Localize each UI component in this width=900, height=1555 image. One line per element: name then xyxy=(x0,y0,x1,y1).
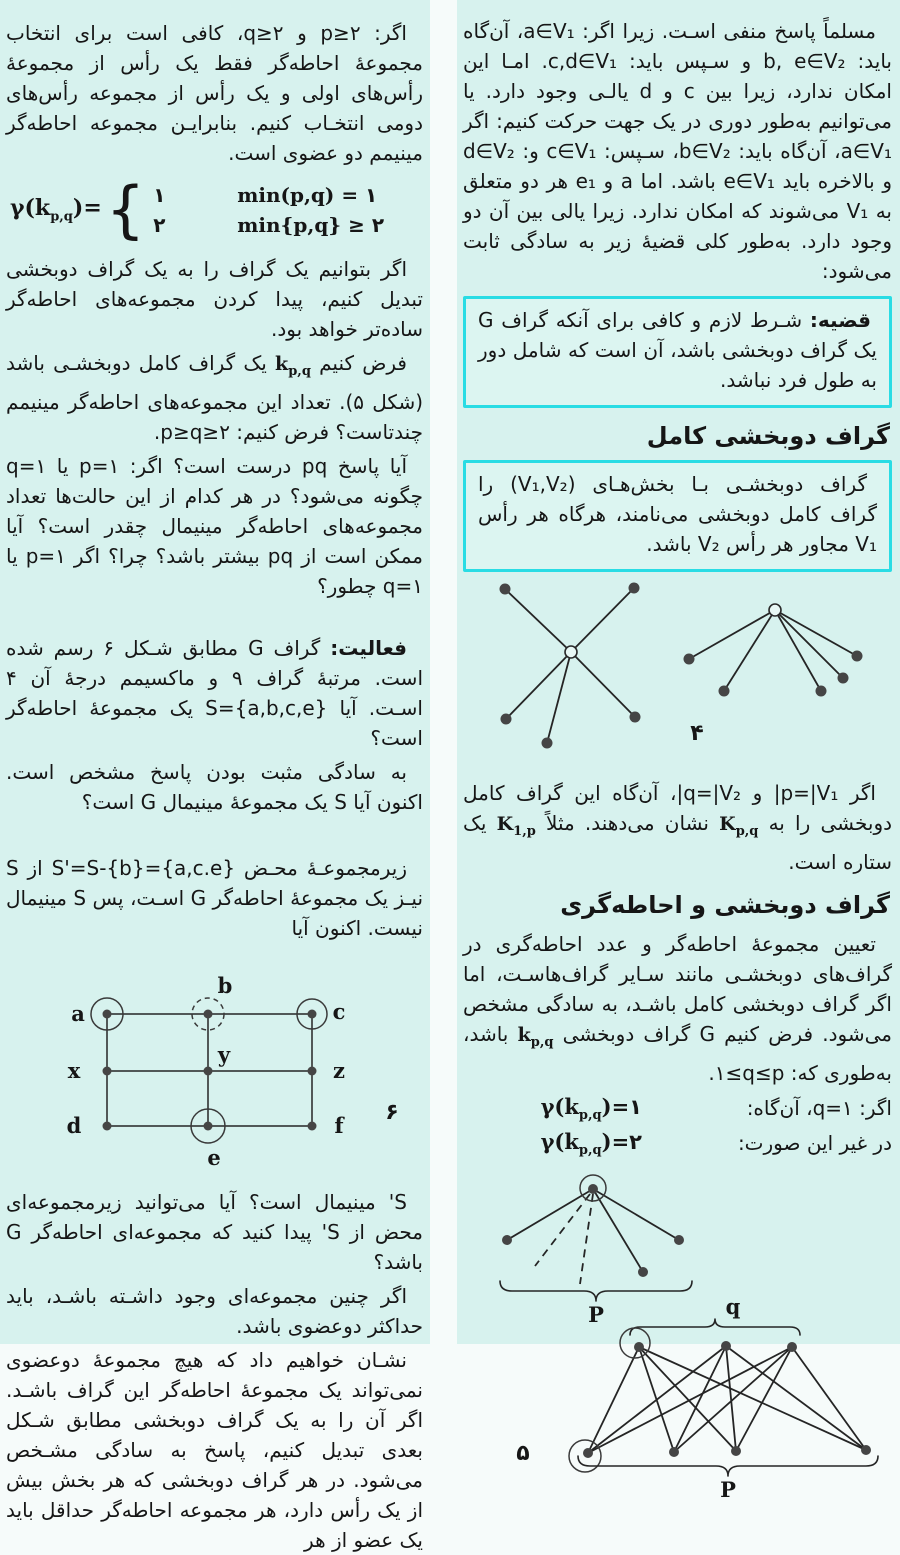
case-row-2: ۲ min{p,q} ≥ ۲ xyxy=(153,213,385,237)
heading-complete-bipartite: گراف دوبخشی کامل xyxy=(646,422,890,450)
vertex-label-b: b xyxy=(217,972,233,998)
figure-6-vertices xyxy=(103,1009,317,1130)
paragraph-kpq-notation: اگر p=|V₁| و q=|V₂|، آن‌گاه این گراف کامل دوبخشی را به $K_{p,q}$ نشان می‌دهند. مثلاً $K_{1,p}$ یک ستاره است. xyxy=(463,781,893,874)
paragraph-activity: فعالیت: گراف G مطابق شـکل ۶ رسم شده است. مرتبهٔ گراف ۹ و ماکسیمم درجهٔ آن ۴ اسـت. آیا S={a,b,c,e} یک مجموعهٔ احاطه‌گر است؟ xyxy=(6,635,423,750)
heading-bipartite-domination: گراف دوبخشی و احاطه‌گری xyxy=(560,890,890,919)
paragraph-domination-in-bipartite: تعیین مجموعهٔ احاطه‌گر و عدد احاطه‌گری در گراف‌های دوبخشـی مانند سـایر گراف‌هاسـت، اما اگر گراف دوبخشی کامل باشـد، به سادگی مشخص می‌شود. فرض کنیم G گراف دوبخشی $k_{p,q}$ باشد، به‌طوری که: ۱≤q≤p. xyxy=(463,931,892,1085)
paragraph-no-two-element-set: نشـان خواهیم داد که هیچ مجموعهٔ دوعضوی نمی‌تواند یک مجموعهٔ احاطه‌گر این گراف باشـد. اگر آن را به یک گراف دوبخشی مطابق شـکل بعدی تبدیل کنیم، پاسخ به سادگی مشـخص می‌شود. در هر گراف دوبخشی که هر بخش بیش از یک رأس دارد، هر مجموعه احاطه‌گر حداقل باید یک عضو از هر xyxy=(6,1347,423,1552)
paragraph-negative-answer: مسلماً پاسخ منفی اسـت. زیرا اگر: a∈V₁، آن‌گاه باید: b, e∈V₂ و سـپس باید: c,d∈V₁. امـا این امکان ندارد، زیرا بین c و d یالـی وجود دارد. یا می‌توانیم به‌طور دوری در یک جهت حرکت کنیم: اگر a∈V₁، آن‌گاه باید: b∈V₂، سـپس: c∈V₁ و: d∈V₂ و بالاخره باید e∈V₁ باشد. اما a و e₁ هر دو متعلق به V₁ می‌شوند که امکان ندارد. زیرا یالی بین آن دو وجود دارد. به‌طور کلی قضیهٔ زیر به سادگی ثابت می‌شود: xyxy=(463,19,892,283)
right-column xyxy=(457,0,900,1502)
paragraph-min-dominating: اگر: p≥۲ و q≥۲، کافی است برای انتخاب مجموعهٔ احاطه‌گر فقط یک رأس از مجموعهٔ رأس‌های اولی و یک رأس از مجموعه رأس‌های دومی انتخـاب کنیم. بنابرایـن مجموعه احاطه‌گر مینیمم دو عضوی است. xyxy=(6,21,423,165)
definition-box xyxy=(463,460,892,572)
brace-p-star-label: P xyxy=(588,1301,604,1327)
definition-paragraph: گراف دوبخشـی بـا بخش‌هـای (V₁,V₂) را گراف کامل دوبخشی می‌نامند، هرگاه هر رأس V₁ مجاور هر رأس V₂ باشد. xyxy=(478,472,877,556)
right-star-edges xyxy=(689,610,857,691)
figure-6-grid-graph xyxy=(52,969,424,1177)
brace-p-star xyxy=(500,1281,692,1301)
gamma-equals-1: $\gamma(k_{p,q})=۱$ xyxy=(540,1093,642,1123)
vertex-label-x: x xyxy=(67,1057,81,1083)
paragraph-pq-question: آیا پاسخ pq درست است؟ اگر: p=۱ یا q=۱ چگونه می‌شود؟ در هر کدام از این حالت‌ها تعداد مجموعه‌های احاطه‌گر مینیمال چقدر است؟ آیا ممکن است از pq بیشتر باشد؟ چرا؟ اگر p=۱ یا q=۱ چطور؟ xyxy=(6,453,423,598)
brace-p-bipartite-label: P xyxy=(720,1476,736,1502)
vertex-label-y: y xyxy=(217,1041,231,1067)
theorem-box xyxy=(463,296,892,408)
formula-condition-otherwise: در غیر این صورت: xyxy=(737,1131,892,1156)
figure-4-number: ۴ xyxy=(690,721,704,746)
figure-5-kpq-graphs xyxy=(463,1164,893,1504)
paragraph-convert-bipartite: اگر بتوانیم یک گراف را به یک گراف دوبخشی تبدیل کنیم، پیدا کردن مجموعه‌های احاطه‌گر ساده‌تر خواهد بود. xyxy=(6,257,423,341)
vertex-label-z: z xyxy=(333,1057,345,1083)
vertex-label-c: c xyxy=(332,998,346,1024)
figure-6-number: ۶ xyxy=(385,1099,399,1125)
bipartite-edges xyxy=(588,1346,866,1453)
cases-list xyxy=(153,180,384,240)
brace-q-label: q xyxy=(725,1293,741,1319)
figure-5-number: ۵ xyxy=(516,1440,530,1466)
curly-brace: { xyxy=(105,173,146,246)
top-star-edges xyxy=(507,1189,679,1284)
gamma-cases-formula xyxy=(10,173,423,246)
paragraph-answer-positive: به سادگی مثبت بودن پاسخ مشخص است. اکنون آیا S یک مجموعهٔ مینیمال G است؟ xyxy=(6,759,423,814)
paragraph-proper-subset: زیرمجموعـهٔ محـض S'=S-{b}={a,c.e} از S نیـز یک مجموعهٔ احاطه‌گر G اسـت، پس S مینیمال نیست. اکنون آیا xyxy=(6,855,424,940)
vertex-label-a: a xyxy=(71,1000,85,1026)
formula-row-otherwise xyxy=(463,1129,892,1158)
brace-q xyxy=(630,1319,800,1335)
paragraph-at-most-two: اگر چنین مجموعه‌ای وجود داشـته باشـد، باید حداکثر دوعضوی باشد. xyxy=(6,1283,423,1338)
left-column xyxy=(0,0,430,1552)
gamma-lhs: $\gamma(k_{p,q})=$ xyxy=(10,195,102,225)
vertex-label-e: e xyxy=(207,1144,221,1170)
gamma-equals-2: $\gamma(k_{p,q})=۲$ xyxy=(540,1128,642,1158)
theorem-label: قضیه: xyxy=(809,308,871,332)
left-star-center-vertex xyxy=(565,646,577,658)
brace-p-bipartite xyxy=(578,1456,878,1476)
formula-row-q1 xyxy=(463,1094,892,1123)
paragraph-s-prime-minimal: S' مینیمال است؟ آیا می‌توانید زیرمجموعه‌ای محض از S' پیدا کنید که مجموعه‌ای احاطه‌گر G باشد؟ xyxy=(6,1189,423,1274)
activity-label: فعالیت: xyxy=(330,635,407,660)
theorem-paragraph: قضیه: شـرط لازم و کافی برای آنکه گراف G یک گراف دوبخشی باشد، آن است که شامل دور به طول فرد نباشد. xyxy=(478,308,877,392)
right-star-center-vertex xyxy=(769,604,781,616)
star-leaf-vertices xyxy=(500,583,863,749)
column-gutter xyxy=(430,0,457,1344)
formula-condition-q1: اگر: q=۱، آن‌گاه: xyxy=(746,1096,892,1121)
case-row-1: ۱ min(p,q) = ۱ xyxy=(153,183,378,207)
figure-4-star-graphs xyxy=(469,578,893,774)
paragraph-kpq-count: فرض کنیم $k_{p,q}$ یک گراف کامل دوبخشـی باشد (شکل ۵). تعداد این مجموعه‌های احاطه‌گر مینیمم چندتاست؟ فرض کنیم: p≥q≥۲. xyxy=(6,351,424,444)
vertex-label-f: f xyxy=(334,1112,344,1138)
left-star-edges xyxy=(505,588,635,743)
vertex-label-d: d xyxy=(66,1112,82,1138)
